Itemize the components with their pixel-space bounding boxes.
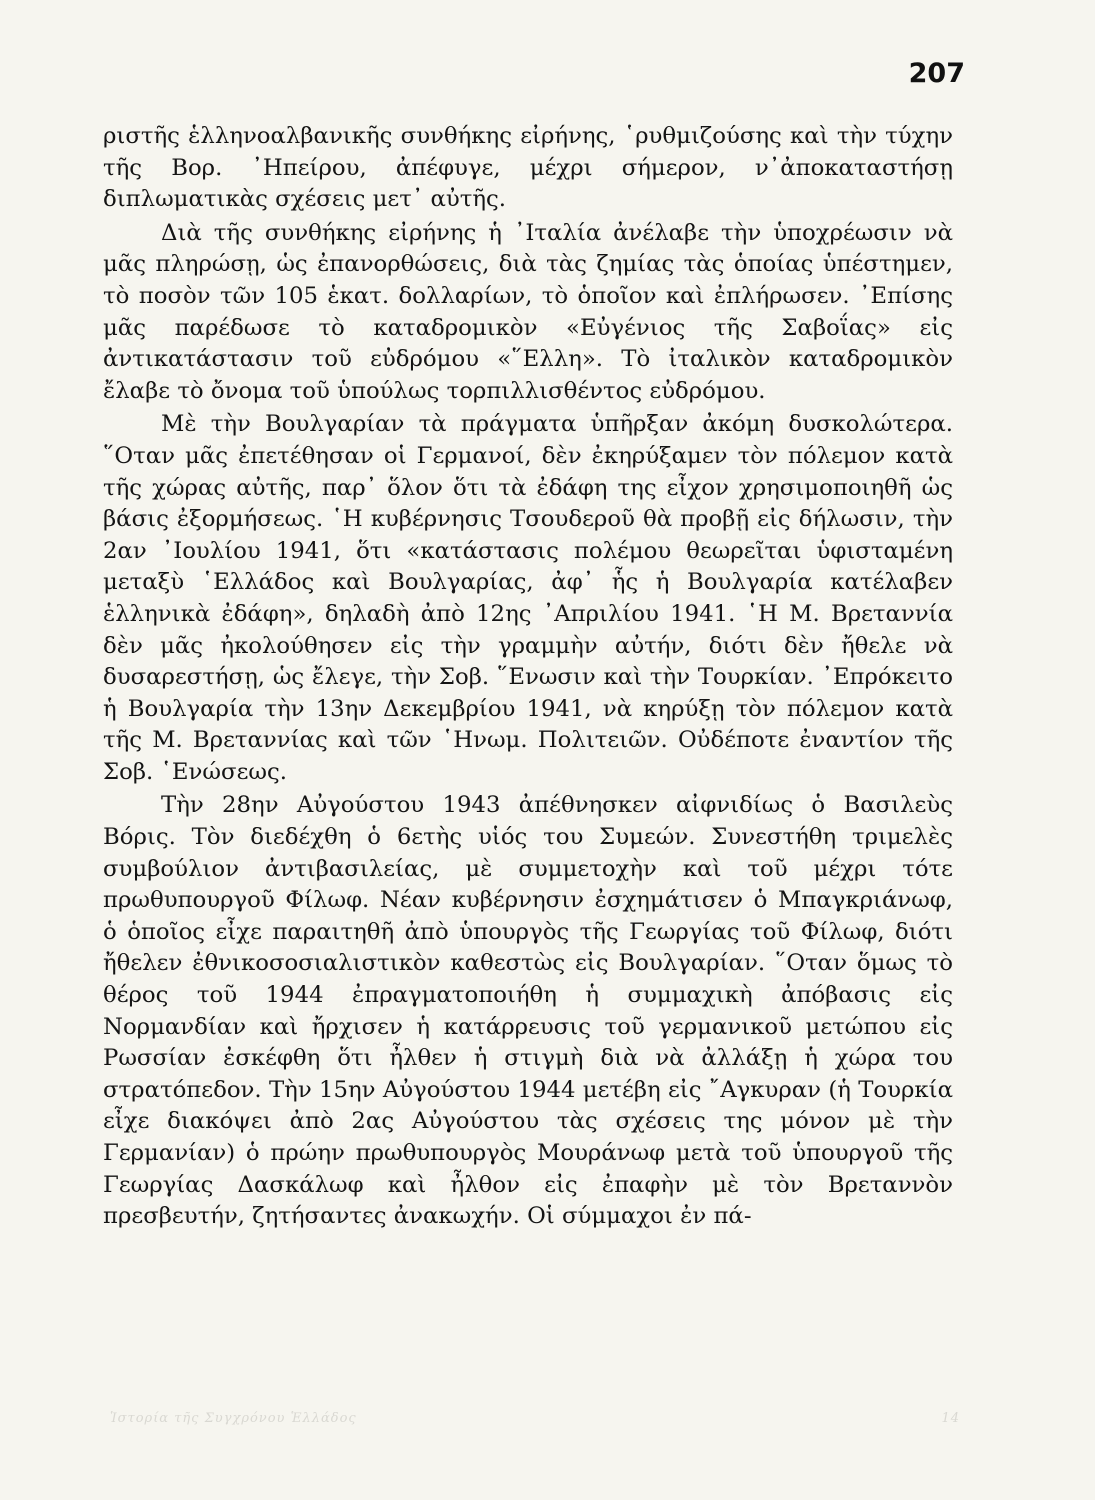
body-text (103, 121, 953, 1233)
footer-signature (110, 1411, 960, 1426)
paragraph-3: Μὲ τὴν Βουλγαρίαν τὰ πράγματα ὑπῆρξαν ἀκόμη δυσκολώτερα. ῞Οταν μᾶς ἐπετέθησαν οἱ Γερμανοί, δὲν ἐκηρύξαμεν τὸν πόλεμον κατὰ τῆς χώρας αὐτῆς, παρ᾿ ὅλον ὅτι τὰ ἐδάφη της εἶχον χρησιμοποιηθῆ ὡς βάσις ἐξορμήσεως. ῾Η κυβέρνησις Τσουδεροῦ θὰ προβῇ εἰς δήλωσιν, τὴν 2αν ᾿Ιουλίου 1941, ὅτι «κατάστασις πολέμου θεωρεῖται ὑφισταμένη μεταξὺ ῾Ελλάδος καὶ Βουλγαρίας, ἀφ᾿ ἧς ἡ Βουλγαρία κατέλαβεν ἑλληνικὰ ἐδάφη», δηλαδὴ ἀπὸ 12ης ᾿Απριλίου 1941. ῾Η Μ. Βρεταννία δὲν μᾶς ἠκολούθησεν εἰς τὴν γραμμὴν αὐτήν, διότι δὲν ἤθελε νὰ δυσαρεστήσῃ, ὡς ἔλεγε, τὴν Σοβ. ῞Ενωσιν καὶ τὴν Τουρκίαν. ᾿Επρόκειτο ἡ Βουλγαρία τὴν 13ην Δεκεμβρίου 1941, νὰ κηρύξῃ τὸν πόλεμον κατὰ τῆς Μ. Βρεταννίας καὶ τῶν ῾Ηνωμ. Πολιτειῶν. Οὐδέποτε ἐναντίον τῆς Σοβ. ῾Ενώσεως. (103, 411, 953, 785)
paragraph-1: ριστῆς ἑλληνοαλβανικῆς συνθήκης εἰρήνης, ῾ρυθμιζούσης καὶ τὴν τύχην τῆς Βορ. ᾿Ηπείρου, ἀπέφυγε, μέχρι σήμερον, ν᾿ἀποκαταστήσῃ διπλωματικὰς σχέσεις μετ᾿ αὐτῆς. (103, 123, 953, 213)
paragraph-2: Διὰ τῆς συνθήκης εἰρήνης ἡ ᾿Ιταλία ἀνέλαβε τὴν ὑποχρέωσιν νὰ μᾶς πληρώσῃ, ὡς ἐπανορθώσεις, διὰ τὰς ζημίας τὰς ὁποίας ὑπέστημεν, τὸ ποσὸν τῶν 105 ἑκατ. δολλαρίων, τὸ ὁποῖον καὶ ἐπλήρωσεν. ᾿Επίσης μᾶς παρέδωσε τὸ καταδρομικὸν «Εὐγένιος τῆς Σαβοΐας» εἰς ἀντικατάστασιν τοῦ εὐδρόμου «῞Ελλη». Τὸ ἰταλικὸν καταδρομικὸν ἔλαβε τὸ ὄνομα τοῦ ὑπούλως τορπιλλισθέντος εὐδρόμου. (103, 219, 953, 404)
page-number: 207 (908, 58, 965, 89)
footer-sheet-number: 14 (941, 1411, 960, 1426)
footer-signature-title: Ἱστορία τῆς Συγχρόνου Ἑλλάδος (110, 1411, 357, 1426)
paragraph-4: Τὴν 28ην Αὐγούστου 1943 ἀπέθνησκεν αἰφνιδίως ὁ Βασιλεὺς Βόρις. Τὸν διεδέχθη ὁ 6ετὴς υἱός του Συμεών. Συνεστήθη τριμελὲς συμβούλιον ἀντιβασιλείας, μὲ συμμετοχὴν καὶ τοῦ μέχρι τότε πρωθυπουργοῦ Φίλωφ. Νέαν κυβέρνησιν ἐσχημάτισεν ὁ Μπαγκριάνωφ, ὁ ὁποῖος εἶχε παραιτηθῆ ἀπὸ ὑπουργὸς τῆς Γεωργίας τοῦ Φίλωφ, διότι ἤθελεν ἐθνικοσοσιαλιστικὸν καθεστὼς εἰς Βουλγαρίαν. ῞Οταν ὅμως τὸ θέρος τοῦ 1944 ἐπραγματοποιήθη ἡ συμμαχικὴ ἀπόβασις εἰς Νορμανδίαν καὶ ἤρχισεν ἡ κατάρρευσις τοῦ γερμανικοῦ μετώπου εἰς Ρωσσίαν ἐσκέφθη ὅτι ἦλθεν ἡ στιγμὴ διὰ νὰ ἀλλάξῃ ἡ χώρα του στρατόπεδον. Τὴν 15ην Αὐγούστου 1944 μετέβη εἰς ῎Αγκυραν (ἡ Τουρκία εἶχε διακόψει ἀπὸ 2ας Αὐγούστου τὰς σχέσεις της μόνον μὲ τὴν Γερμανίαν) ὁ πρώην πρωθυπουργὸς Μουράνωφ μετὰ τοῦ ὑπουργοῦ τῆς Γεωργίας Δασκάλωφ καὶ ἦλθον εἰς ἐπαφὴν μὲ τὸν Βρεταννὸν πρεσβευτήν, ζητήσαντες ἀνακωχήν. Οἱ σύμμαχοι ἐν πά- (103, 792, 953, 1230)
